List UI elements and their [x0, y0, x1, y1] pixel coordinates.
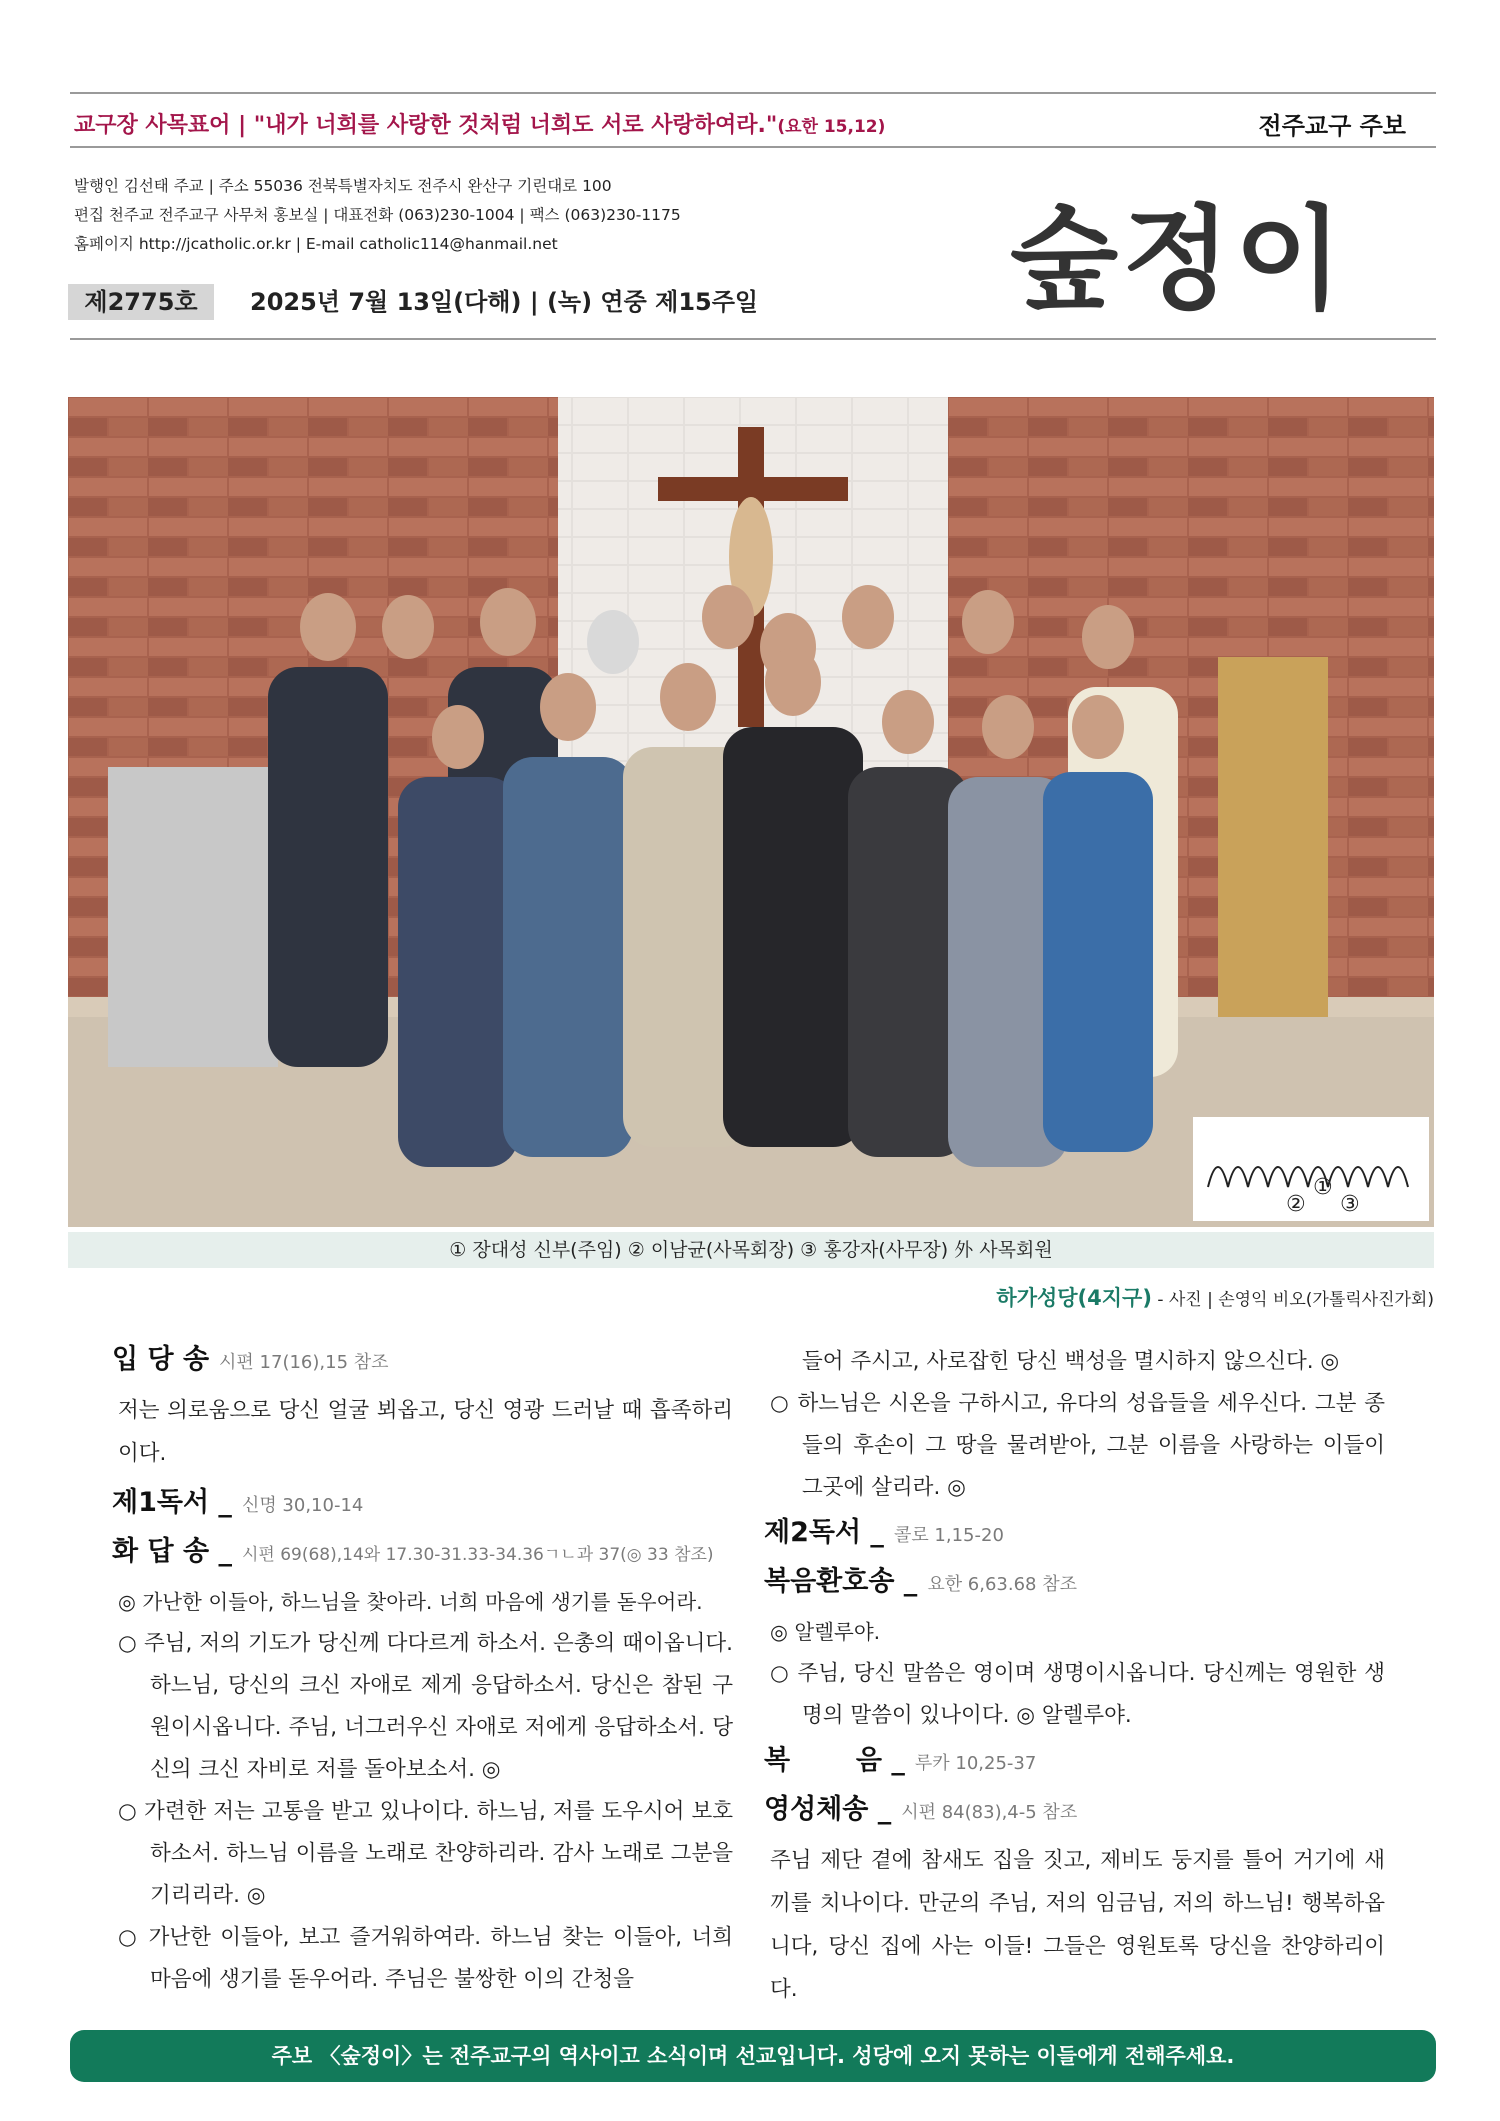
photo-credit: 하가성당(4지구) - 사진 | 손영익 비오(가톨릭사진가회): [996, 1286, 1434, 1310]
reading1-heading: 제1독서 _ 신명 30,10-14: [112, 1487, 364, 1518]
header-bottom-rule: [70, 338, 1436, 340]
photo-caption: ① 장대성 신부(주임) ② 이남균(사목회장) ③ 홍강자(사무장) 外 사목회원: [68, 1232, 1434, 1268]
psalm-verse-4: ○ 하느님은 시온을 구하시고, 유다의 성읍들을 세우신다. 그분 종들의 후손이 그 땅을 물려받아, 그분 이름을 사랑하는 이들이 그곳에 살리라. ◎: [770, 1391, 1385, 1500]
psalm-verse-3: ○ 가난한 이들아, 보고 즐거워하여라. 하느님 찾는 이들아, 너희 마음에 생기를 돋우어라. 주님은 불쌍한 이의 간청을: [118, 1925, 733, 1992]
psalm-verse-3-continued: 들어 주시고, 사로잡힌 당신 백성을 멸시하지 않으신다. ◎: [802, 1349, 1340, 1374]
issue-number: 제2775호: [68, 284, 214, 320]
acclamation-verse: ○ 주님, 당신 말씀은 영이며 생명이시옵니다. 당신께는 영원한 생명의 말씀이 있나이다. ◎ 알렐루야.: [770, 1661, 1385, 1728]
psalm-verse-1: ○ 주님, 저의 기도가 당신께 다다르게 하소서. 은총의 때이옵니다. 하느님, 당신의 크신 자애로 제게 응답하소서. 당신은 참된 구원이시옵니다. 주님, 너그러우신 자애로 저에게 응답하소서. 당신의 크신 자비로 저를 돌아보소서. ◎: [118, 1631, 733, 1782]
contact-info: 홈페이지 http://jcatholic.or.kr | E-mail catholic114@hanmail.net: [74, 235, 558, 253]
communion-text: 주님 제단 곁에 참새도 집을 짓고, 제비도 둥지를 틀어 거기에 새끼를 치나이다. 만군의 주님, 저의 임금님, 저의 하느님! 행복하옵니다, 당신 집에 사는 이들! 그들은 영원토록 당신을 찬양하리이다.: [770, 1848, 1385, 2002]
motto-rule: [70, 146, 1436, 148]
issue-date: 2025년 7월 13일(다해) | (녹) 연중 제15주일: [250, 288, 759, 316]
bishop-motto: 교구장 사목표어 | "내가 너희를 사랑한 것처럼 너희도 서로 사랑하여라."(요한 15,12): [74, 113, 886, 138]
footer-banner: 주보 〈숲정이〉는 전주교구의 역사이고 소식이며 선교입니다. 성당에 오지 못하는 이들에게 전해주세요.: [70, 2030, 1436, 2082]
weekly-label: 전주교구 주보: [1258, 112, 1406, 140]
acclamation-response: ◎ 알렐루야.: [770, 1620, 881, 1644]
psalm-verse-2: ○ 가련한 저는 고통을 받고 있나이다. 하느님, 저를 도우시어 보호하소서. 하느님 이름을 노래로 찬양하리라. 감사 노래로 그분을 기리리라. ◎: [118, 1799, 733, 1908]
liturgy-left-column: [112, 1340, 733, 2001]
inset-number-1: ①: [1313, 1175, 1333, 1200]
church-name: 하가성당(4지구): [996, 1286, 1152, 1310]
publisher-info: 발행인 김선태 주교 | 주소 55036 전북특별자치도 전주시 완산구 기린대로 100: [74, 177, 612, 195]
liturgy-right-column: [764, 1340, 1385, 2011]
editor-info: 편집 천주교 전주교구 사무처 홍보실 | 대표전화 (063)230-1004 | 팩스 (063)230-1175: [74, 206, 681, 224]
acclamation-heading: 복음환호송 _ 요한 6,63.68 참조: [764, 1566, 1078, 1597]
entrance-heading: 입 당 송 시편 17(16),15 참조: [112, 1344, 389, 1375]
masthead-logo: 숲정이: [1010, 194, 1347, 325]
inset-number-3: ③: [1340, 1192, 1360, 1217]
top-rule: [70, 92, 1436, 94]
inset-number-2: ②: [1286, 1192, 1306, 1217]
psalm-heading: 화 답 송 _ 시편 69(68),14와 17.30-31.33-34.36ㄱㄴ과 37(◎ 33 참조): [112, 1536, 714, 1567]
entrance-text: 저는 의로움으로 당신 얼굴 뵈옵고, 당신 영광 드러날 때 흡족하리이다.: [118, 1398, 733, 1466]
psalm-response: ◎ 가난한 이들아, 하느님을 찾아라. 너희 마음에 생기를 돋우어라.: [118, 1590, 703, 1614]
reading2-heading: 제2독서 _ 콜로 1,15-20: [764, 1517, 1004, 1548]
group-photo: [68, 397, 1434, 1227]
communion-heading: 영성체송 _ 시편 84(83),4-5 참조: [764, 1794, 1078, 1825]
gospel-heading: 복 음 _ 루카 10,25-37: [764, 1745, 1037, 1776]
